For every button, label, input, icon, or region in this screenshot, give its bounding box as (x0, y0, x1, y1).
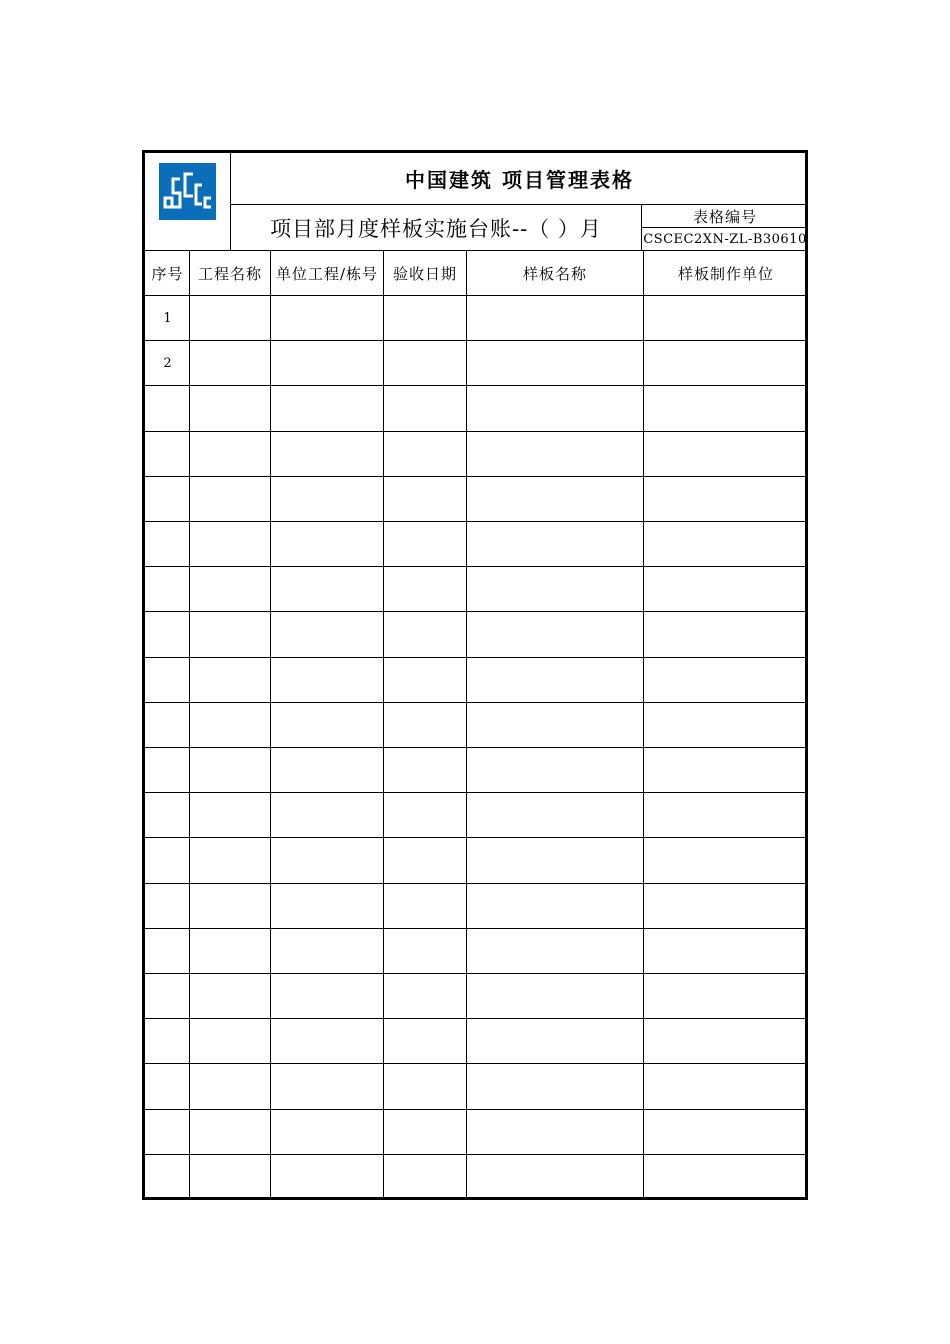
table-cell (467, 658, 643, 702)
table-cell (190, 522, 270, 566)
table-cell (467, 567, 643, 611)
column-header: 单位工程/栋号 (275, 264, 379, 283)
table-cell (271, 341, 383, 385)
table-cell (467, 1110, 643, 1154)
table-cell (467, 884, 643, 928)
table-cell (384, 296, 466, 340)
table-cell (467, 1019, 643, 1063)
row-number-cell (146, 1019, 189, 1063)
table-cell (644, 1019, 808, 1063)
table-cell (190, 432, 270, 476)
table-cell (271, 567, 383, 611)
table-cell (271, 477, 383, 521)
form-code-value: CSCEC2XN-ZL-B30610 (643, 231, 807, 247)
table-cell (467, 296, 643, 340)
cscec-logo-icon (159, 163, 216, 220)
table-cell (190, 1110, 270, 1154)
table-cell (271, 974, 383, 1018)
table-cell (467, 1155, 643, 1199)
monthly-sample-ledger-form (142, 150, 808, 1200)
table-cell (384, 974, 466, 1018)
table-cell (467, 703, 643, 747)
row-number-cell (146, 658, 189, 702)
table-cell (271, 612, 383, 656)
table-cell (271, 929, 383, 973)
table-cell (190, 341, 270, 385)
table-cell (271, 522, 383, 566)
table-cell (190, 884, 270, 928)
column-header: 验收日期 (392, 264, 457, 283)
table-cell (271, 386, 383, 430)
table-cell (644, 1064, 808, 1108)
table-cell (644, 884, 808, 928)
table-cell (190, 567, 270, 611)
row-number-cell (146, 974, 189, 1018)
table-cell (644, 341, 808, 385)
row-number-cell (146, 522, 189, 566)
table-cell (467, 748, 643, 792)
table-cell (384, 386, 466, 430)
table-cell (644, 522, 808, 566)
table-cell (190, 1155, 270, 1199)
table-cell (384, 793, 466, 837)
table-cell (384, 341, 466, 385)
form-code-label: 表格编号 (692, 207, 757, 226)
table-cell (644, 838, 808, 882)
org-title: 中国建筑 项目管理表格 (405, 168, 634, 192)
column-header: 工程名称 (197, 264, 262, 283)
table-cell (644, 1155, 808, 1199)
table-cell (271, 748, 383, 792)
table-cell (271, 1155, 383, 1199)
table-cell (644, 386, 808, 430)
table-cell (271, 432, 383, 476)
row-number-cell: 1 (163, 310, 172, 326)
table-cell (384, 703, 466, 747)
table-cell (644, 703, 808, 747)
form-title: 项目部月度样板实施台账--（ ）月 (270, 216, 602, 241)
table-cell (384, 929, 466, 973)
table-cell (384, 477, 466, 521)
table-cell (271, 703, 383, 747)
table-cell (190, 1064, 270, 1108)
table-cell (467, 522, 643, 566)
table-cell (190, 296, 270, 340)
table-cell (384, 567, 466, 611)
row-number-cell (146, 1110, 189, 1154)
table-cell (467, 1064, 643, 1108)
column-header: 序号 (151, 264, 184, 283)
table-cell (190, 838, 270, 882)
table-cell (271, 1064, 383, 1108)
row-number-cell (146, 703, 189, 747)
row-number-cell (146, 884, 189, 928)
table-cell (467, 432, 643, 476)
table-cell (467, 612, 643, 656)
table-cell (190, 658, 270, 702)
table-cell (271, 296, 383, 340)
table-cell (644, 612, 808, 656)
table-cell (467, 386, 643, 430)
table-cell (644, 793, 808, 837)
table-cell (644, 477, 808, 521)
table-cell (190, 1019, 270, 1063)
table-cell (644, 658, 808, 702)
table-cell (190, 386, 270, 430)
row-number-cell (146, 793, 189, 837)
row-number-cell (146, 748, 189, 792)
table-cell (644, 929, 808, 973)
table-cell (271, 1019, 383, 1063)
table-cell (644, 296, 808, 340)
table-cell (190, 793, 270, 837)
table-cell (384, 748, 466, 792)
table-cell (190, 612, 270, 656)
table-cell (384, 432, 466, 476)
table-cell (384, 1019, 466, 1063)
column-header: 样板名称 (522, 264, 587, 283)
table-cell (384, 522, 466, 566)
table-cell (467, 974, 643, 1018)
row-number-cell (146, 567, 189, 611)
row-number-cell (146, 612, 189, 656)
table-cell (384, 1064, 466, 1108)
table-cell (644, 432, 808, 476)
row-number-cell (146, 432, 189, 476)
table-cell (384, 884, 466, 928)
table-cell (384, 612, 466, 656)
table-cell (271, 658, 383, 702)
table-cell (644, 974, 808, 1018)
table-cell (384, 1155, 466, 1199)
row-number-cell (146, 386, 189, 430)
table-cell (384, 838, 466, 882)
table-cell (644, 567, 808, 611)
table-cell (271, 793, 383, 837)
table-cell (644, 748, 808, 792)
table-cell (384, 1110, 466, 1154)
table-cell (384, 658, 466, 702)
table-cell (467, 341, 643, 385)
row-number-cell (146, 1155, 189, 1199)
table-cell (467, 793, 643, 837)
cscec-logo (159, 163, 216, 220)
row-number-cell (146, 929, 189, 973)
row-number-cell (146, 838, 189, 882)
table-cell (190, 929, 270, 973)
row-number-cell (146, 477, 189, 521)
table-cell (190, 974, 270, 1018)
column-header: 样板制作单位 (677, 264, 774, 283)
table-cell (467, 929, 643, 973)
table-cell (467, 838, 643, 882)
table-cell (467, 477, 643, 521)
row-number-cell (146, 1064, 189, 1108)
row-number-cell: 2 (163, 355, 172, 371)
table-cell (271, 838, 383, 882)
table-cell (271, 884, 383, 928)
table-cell (190, 703, 270, 747)
table-cell (190, 477, 270, 521)
table-cell (190, 748, 270, 792)
table-cell (271, 1110, 383, 1154)
table-cell (644, 1110, 808, 1154)
